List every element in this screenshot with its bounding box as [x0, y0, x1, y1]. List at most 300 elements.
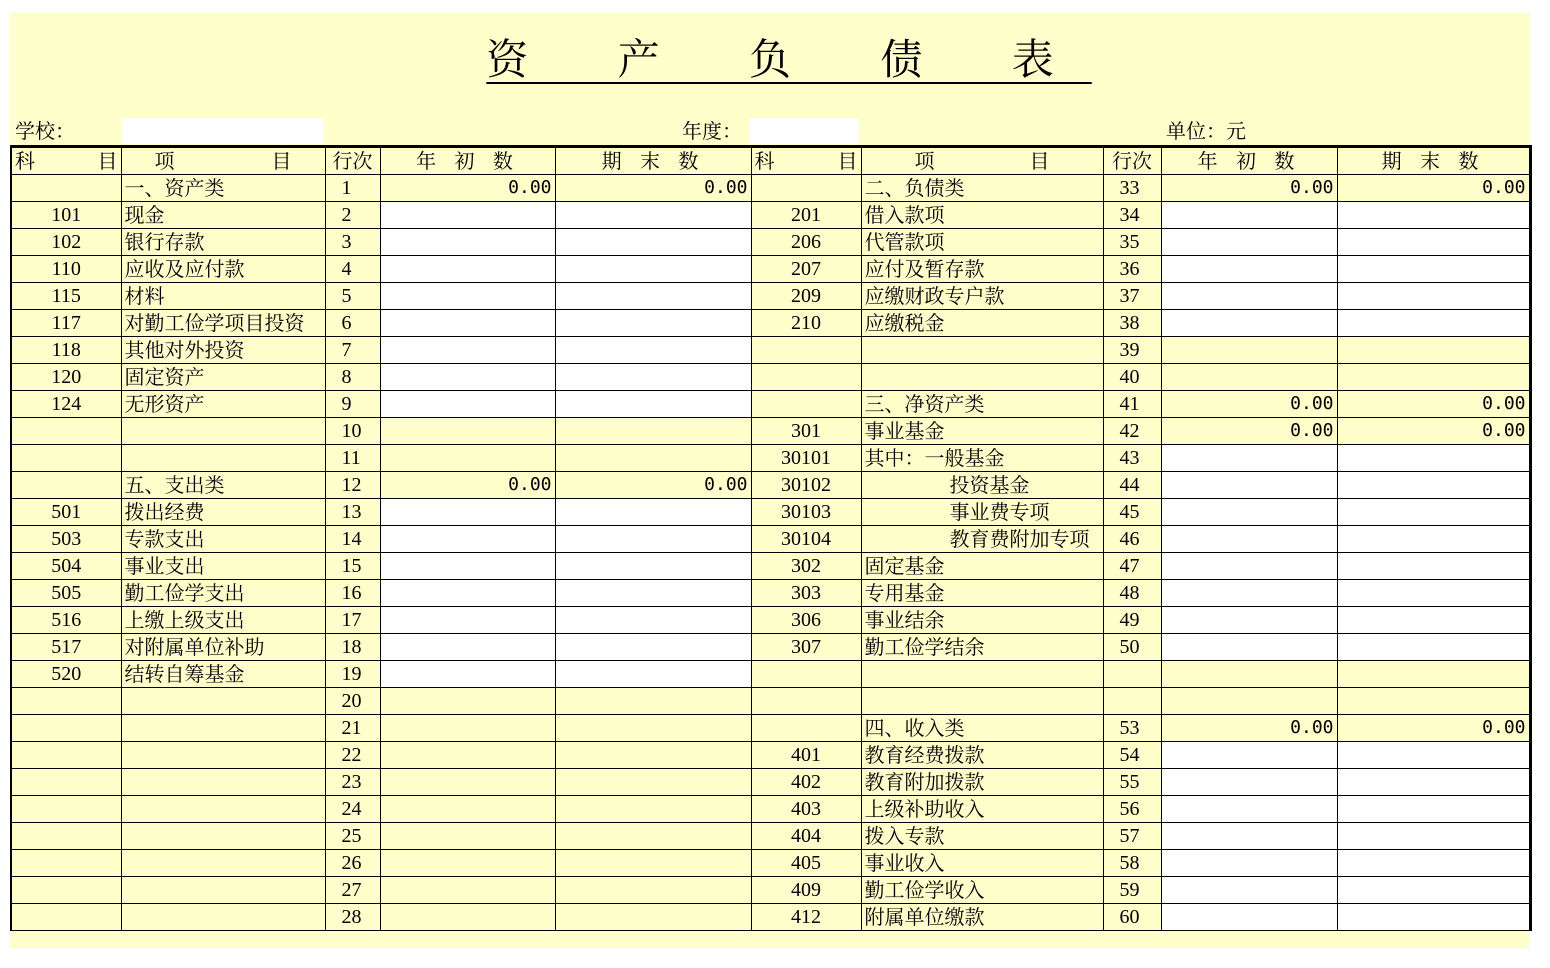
left-subject-code-cell: 118: [11, 337, 121, 364]
right-line-number-cell: 57: [1103, 823, 1161, 850]
left-begin-amount-cell[interactable]: [380, 742, 555, 769]
right-subject-code-cell: [751, 364, 861, 391]
table-row: [11, 688, 1530, 715]
table-row: [11, 850, 1530, 877]
left-line-number-cell: 12: [325, 472, 380, 499]
right-line-number-cell: 53: [1103, 715, 1161, 742]
right-end-amount-cell[interactable]: [1337, 445, 1530, 472]
left-item-name-cell: 一、资产类: [121, 175, 325, 202]
left-line-number-cell: 17: [325, 607, 380, 634]
right-end-amount-cell[interactable]: [1337, 553, 1530, 580]
right-end-amount-cell[interactable]: [1337, 850, 1530, 877]
right-begin-amount-cell[interactable]: [1161, 283, 1337, 310]
right-subject-code-cell: 401: [751, 742, 861, 769]
right-subject-code-cell: 409: [751, 877, 861, 904]
right-item-name-cell: 教育费附加专项: [861, 526, 1103, 553]
left-subject-code-cell: 102: [11, 229, 121, 256]
left-begin-amount-cell[interactable]: [380, 553, 555, 580]
right-line-number-cell: 40: [1103, 364, 1161, 391]
left-item-name-cell: [121, 688, 325, 715]
left-line-number-cell: 10: [325, 418, 380, 445]
table-row: [11, 337, 1530, 364]
right-line-number-cell: 56: [1103, 796, 1161, 823]
left-line-number-cell: 14: [325, 526, 380, 553]
right-end-amount-cell[interactable]: 0.00: [1337, 418, 1530, 445]
left-begin-amount-cell[interactable]: [380, 850, 555, 877]
table-row: [11, 553, 1530, 580]
header-begin-right: 年 初 数: [1161, 147, 1337, 175]
right-subject-code-cell: [751, 337, 861, 364]
right-begin-amount-cell[interactable]: 0.00: [1161, 715, 1337, 742]
left-begin-amount-cell[interactable]: [380, 283, 555, 310]
right-subject-code-cell: 403: [751, 796, 861, 823]
right-line-number-cell: 43: [1103, 445, 1161, 472]
right-subject-code-cell: [751, 688, 861, 715]
left-item-name-cell: 事业支出: [121, 553, 325, 580]
balance-sheet-table: [10, 145, 1532, 931]
left-line-number-cell: 20: [325, 688, 380, 715]
right-item-name-cell: 借入款项: [861, 202, 1103, 229]
left-begin-amount-cell[interactable]: [380, 202, 555, 229]
right-begin-amount-cell[interactable]: [1161, 526, 1337, 553]
left-end-amount-cell[interactable]: [555, 256, 751, 283]
left-item-name-cell: 五、支出类: [121, 472, 325, 499]
right-begin-amount-cell[interactable]: [1161, 904, 1337, 931]
right-begin-amount-cell[interactable]: [1161, 823, 1337, 850]
right-end-amount-cell[interactable]: 0.00: [1337, 715, 1530, 742]
right-begin-amount-cell[interactable]: [1161, 364, 1337, 391]
left-subject-code-cell: 516: [11, 607, 121, 634]
left-line-number-cell: 16: [325, 580, 380, 607]
left-begin-amount-cell[interactable]: [380, 823, 555, 850]
right-item-name-cell: [861, 661, 1103, 688]
left-item-name-cell: [121, 850, 325, 877]
left-item-name-cell: 对勤工俭学项目投资: [121, 310, 325, 337]
table-row: [11, 283, 1530, 310]
right-end-amount-cell[interactable]: [1337, 769, 1530, 796]
left-line-number-cell: 4: [325, 256, 380, 283]
left-subject-code-cell: [11, 823, 121, 850]
left-line-number-cell: 2: [325, 202, 380, 229]
right-line-number-cell: [1103, 688, 1161, 715]
left-line-number-cell: 13: [325, 499, 380, 526]
right-item-name-cell: 应缴财政专户款: [861, 283, 1103, 310]
right-line-number-cell: [1103, 661, 1161, 688]
right-item-name-cell: 事业结余: [861, 607, 1103, 634]
right-begin-amount-cell[interactable]: [1161, 850, 1337, 877]
right-begin-amount-cell[interactable]: [1161, 688, 1337, 715]
right-item-name-cell: 事业收入: [861, 850, 1103, 877]
right-subject-code-cell: [751, 175, 861, 202]
right-item-name-cell: 投资基金: [861, 472, 1103, 499]
left-begin-amount-cell[interactable]: [380, 607, 555, 634]
right-subject-code-cell: 412: [751, 904, 861, 931]
left-subject-code-cell: 110: [11, 256, 121, 283]
left-line-number-cell: 11: [325, 445, 380, 472]
right-item-name-cell: 应缴税金: [861, 310, 1103, 337]
left-line-number-cell: 3: [325, 229, 380, 256]
left-begin-amount-cell[interactable]: [380, 661, 555, 688]
left-subject-code-cell: 517: [11, 634, 121, 661]
right-begin-amount-cell[interactable]: [1161, 877, 1337, 904]
left-item-name-cell: [121, 715, 325, 742]
right-line-number-cell: 39: [1103, 337, 1161, 364]
right-begin-amount-cell[interactable]: [1161, 229, 1337, 256]
right-item-name-cell: 勤工俭学收入: [861, 877, 1103, 904]
left-end-amount-cell[interactable]: [555, 391, 751, 418]
left-subject-code-cell: 117: [11, 310, 121, 337]
table-row: [11, 634, 1530, 661]
right-line-number-cell: 49: [1103, 607, 1161, 634]
table-row: [11, 526, 1530, 553]
right-line-number-cell: 54: [1103, 742, 1161, 769]
left-begin-amount-cell[interactable]: 0.00: [380, 175, 555, 202]
table-header-row: [11, 147, 1530, 175]
left-line-number-cell: 7: [325, 337, 380, 364]
table-row: [11, 580, 1530, 607]
right-subject-code-cell: 30104: [751, 526, 861, 553]
left-line-number-cell: 9: [325, 391, 380, 418]
right-item-name-cell: 教育经费拨款: [861, 742, 1103, 769]
left-end-amount-cell[interactable]: [555, 769, 751, 796]
table-row: [11, 661, 1530, 688]
right-line-number-cell: 58: [1103, 850, 1161, 877]
left-subject-code-cell: 503: [11, 526, 121, 553]
table-row: [11, 256, 1530, 283]
left-begin-amount-cell[interactable]: [380, 229, 555, 256]
right-end-amount-cell[interactable]: [1337, 661, 1530, 688]
right-line-number-cell: 35: [1103, 229, 1161, 256]
right-begin-amount-cell[interactable]: [1161, 553, 1337, 580]
table-row: [11, 391, 1530, 418]
right-subject-code-cell: 30102: [751, 472, 861, 499]
left-line-number-cell: 15: [325, 553, 380, 580]
right-line-number-cell: 36: [1103, 256, 1161, 283]
right-end-amount-cell[interactable]: [1337, 580, 1530, 607]
right-end-amount-cell[interactable]: [1337, 472, 1530, 499]
left-begin-amount-cell[interactable]: [380, 877, 555, 904]
right-begin-amount-cell[interactable]: [1161, 499, 1337, 526]
left-begin-amount-cell[interactable]: [380, 337, 555, 364]
left-end-amount-cell[interactable]: [555, 580, 751, 607]
left-begin-amount-cell[interactable]: [380, 391, 555, 418]
left-item-name-cell: 无形资产: [121, 391, 325, 418]
left-line-number-cell: 28: [325, 904, 380, 931]
left-begin-amount-cell[interactable]: [380, 364, 555, 391]
right-end-amount-cell[interactable]: [1337, 337, 1530, 364]
right-subject-code-cell: [751, 661, 861, 688]
right-end-amount-cell[interactable]: [1337, 877, 1530, 904]
right-end-amount-cell[interactable]: [1337, 283, 1530, 310]
right-line-number-cell: 60: [1103, 904, 1161, 931]
left-begin-amount-cell[interactable]: [380, 526, 555, 553]
left-subject-code-cell: [11, 742, 121, 769]
table-row: [11, 715, 1530, 742]
left-end-amount-cell[interactable]: [555, 904, 751, 931]
right-begin-amount-cell[interactable]: [1161, 580, 1337, 607]
right-end-amount-cell[interactable]: [1337, 796, 1530, 823]
left-item-name-cell: 银行存款: [121, 229, 325, 256]
right-subject-code-cell: [751, 391, 861, 418]
left-begin-amount-cell[interactable]: [380, 796, 555, 823]
header-line-left: 行次: [325, 147, 380, 175]
left-end-amount-cell[interactable]: [555, 310, 751, 337]
right-item-name-cell: 拨入专款: [861, 823, 1103, 850]
right-begin-amount-cell[interactable]: 0.00: [1161, 175, 1337, 202]
right-subject-code-cell: 405: [751, 850, 861, 877]
year-label: 年度：: [682, 119, 742, 143]
right-item-name-cell: 勤工俭学结余: [861, 634, 1103, 661]
right-item-name-cell: 应付及暂存款: [861, 256, 1103, 283]
left-item-name-cell: 拨出经费: [121, 499, 325, 526]
left-subject-code-cell: [11, 850, 121, 877]
left-item-name-cell: 材料: [121, 283, 325, 310]
left-line-number-cell: 23: [325, 769, 380, 796]
table-row: [11, 418, 1530, 445]
right-line-number-cell: 38: [1103, 310, 1161, 337]
table-row: [11, 607, 1530, 634]
left-end-amount-cell[interactable]: 0.00: [555, 472, 751, 499]
right-begin-amount-cell[interactable]: [1161, 472, 1337, 499]
right-line-number-cell: 50: [1103, 634, 1161, 661]
right-begin-amount-cell[interactable]: [1161, 445, 1337, 472]
right-subject-code-cell: [751, 715, 861, 742]
header-begin-left: 年 初 数: [380, 147, 555, 175]
left-line-number-cell: 22: [325, 742, 380, 769]
right-subject-code-cell: 30101: [751, 445, 861, 472]
left-item-name-cell: 其他对外投资: [121, 337, 325, 364]
table-row: [11, 175, 1530, 202]
table-row: [11, 769, 1530, 796]
header-end-right: 期 末 数: [1337, 147, 1530, 175]
right-begin-amount-cell[interactable]: [1161, 661, 1337, 688]
right-item-name-cell: 上级补助收入: [861, 796, 1103, 823]
left-subject-code-cell: 501: [11, 499, 121, 526]
right-end-amount-cell[interactable]: [1337, 742, 1530, 769]
left-end-amount-cell[interactable]: [555, 661, 751, 688]
right-begin-amount-cell[interactable]: 0.00: [1161, 418, 1337, 445]
left-end-amount-cell[interactable]: 0.00: [555, 175, 751, 202]
left-subject-code-cell: 520: [11, 661, 121, 688]
left-item-name-cell: [121, 796, 325, 823]
left-subject-code-cell: 101: [11, 202, 121, 229]
left-subject-code-cell: [11, 877, 121, 904]
table-row: [11, 796, 1530, 823]
table-row: [11, 877, 1530, 904]
school-label: 学校：: [15, 119, 75, 143]
left-end-amount-cell[interactable]: [555, 283, 751, 310]
left-begin-amount-cell[interactable]: [380, 580, 555, 607]
year-input-cell[interactable]: [749, 118, 859, 144]
left-end-amount-cell[interactable]: [555, 688, 751, 715]
left-item-name-cell: 上缴上级支出: [121, 607, 325, 634]
header-subject-left: 科 目: [11, 147, 121, 175]
right-begin-amount-cell[interactable]: [1161, 796, 1337, 823]
unit-label: 单位：元: [1166, 119, 1246, 143]
left-end-amount-cell[interactable]: [555, 823, 751, 850]
left-item-name-cell: 专款支出: [121, 526, 325, 553]
right-end-amount-cell[interactable]: [1337, 202, 1530, 229]
right-item-name-cell: 教育附加拨款: [861, 769, 1103, 796]
right-end-amount-cell[interactable]: [1337, 256, 1530, 283]
left-end-amount-cell[interactable]: [555, 445, 751, 472]
left-item-name-cell: [121, 418, 325, 445]
left-subject-code-cell: 115: [11, 283, 121, 310]
left-begin-amount-cell[interactable]: [380, 499, 555, 526]
left-line-number-cell: 18: [325, 634, 380, 661]
left-item-name-cell: [121, 742, 325, 769]
right-begin-amount-cell[interactable]: [1161, 202, 1337, 229]
right-item-name-cell: 二、负债类: [861, 175, 1103, 202]
left-end-amount-cell[interactable]: [555, 715, 751, 742]
right-begin-amount-cell[interactable]: [1161, 310, 1337, 337]
left-subject-code-cell: [11, 445, 121, 472]
table-row: [11, 904, 1530, 931]
header-item-left: 项 目: [121, 147, 325, 175]
right-line-number-cell: 48: [1103, 580, 1161, 607]
left-end-amount-cell[interactable]: [555, 634, 751, 661]
left-item-name-cell: [121, 445, 325, 472]
right-item-name-cell: 事业基金: [861, 418, 1103, 445]
left-end-amount-cell[interactable]: [555, 418, 751, 445]
right-end-amount-cell[interactable]: [1337, 904, 1530, 931]
left-line-number-cell: 5: [325, 283, 380, 310]
right-end-amount-cell[interactable]: [1337, 526, 1530, 553]
right-subject-code-cell: 209: [751, 283, 861, 310]
right-begin-amount-cell[interactable]: [1161, 769, 1337, 796]
right-begin-amount-cell[interactable]: [1161, 742, 1337, 769]
left-begin-amount-cell[interactable]: [380, 256, 555, 283]
left-begin-amount-cell[interactable]: [380, 310, 555, 337]
left-item-name-cell: [121, 877, 325, 904]
left-line-number-cell: 27: [325, 877, 380, 904]
left-end-amount-cell[interactable]: [555, 607, 751, 634]
table-row: [11, 445, 1530, 472]
left-end-amount-cell[interactable]: [555, 850, 751, 877]
right-subject-code-cell: 301: [751, 418, 861, 445]
left-end-amount-cell[interactable]: [555, 499, 751, 526]
right-line-number-cell: 59: [1103, 877, 1161, 904]
right-end-amount-cell[interactable]: [1337, 688, 1530, 715]
table-row: [11, 364, 1530, 391]
left-begin-amount-cell[interactable]: [380, 634, 555, 661]
right-item-name-cell: 代管款项: [861, 229, 1103, 256]
left-end-amount-cell[interactable]: [555, 364, 751, 391]
right-line-number-cell: 34: [1103, 202, 1161, 229]
table-row: [11, 499, 1530, 526]
right-end-amount-cell[interactable]: [1337, 607, 1530, 634]
header-end-left: 期 末 数: [555, 147, 751, 175]
right-line-number-cell: 33: [1103, 175, 1161, 202]
left-end-amount-cell[interactable]: [555, 877, 751, 904]
right-end-amount-cell[interactable]: [1337, 310, 1530, 337]
right-subject-code-cell: 306: [751, 607, 861, 634]
school-input-cell[interactable]: [121, 118, 324, 144]
left-end-amount-cell[interactable]: [555, 229, 751, 256]
right-subject-code-cell: 307: [751, 634, 861, 661]
right-item-name-cell: [861, 688, 1103, 715]
right-end-amount-cell[interactable]: [1337, 823, 1530, 850]
left-subject-code-cell: [11, 715, 121, 742]
left-begin-amount-cell[interactable]: 0.00: [380, 472, 555, 499]
left-begin-amount-cell[interactable]: [380, 445, 555, 472]
right-subject-code-cell: 302: [751, 553, 861, 580]
right-line-number-cell: 42: [1103, 418, 1161, 445]
left-end-amount-cell[interactable]: [555, 553, 751, 580]
right-end-amount-cell[interactable]: 0.00: [1337, 391, 1530, 418]
left-begin-amount-cell[interactable]: [380, 769, 555, 796]
left-subject-code-cell: 120: [11, 364, 121, 391]
right-subject-code-cell: 30103: [751, 499, 861, 526]
right-begin-amount-cell[interactable]: [1161, 607, 1337, 634]
left-subject-code-cell: [11, 904, 121, 931]
right-begin-amount-cell[interactable]: 0.00: [1161, 391, 1337, 418]
left-subject-code-cell: [11, 769, 121, 796]
left-subject-code-cell: [11, 796, 121, 823]
left-end-amount-cell[interactable]: [555, 202, 751, 229]
table-row: [11, 229, 1530, 256]
left-item-name-cell: 对附属单位补助: [121, 634, 325, 661]
left-begin-amount-cell[interactable]: [380, 688, 555, 715]
left-begin-amount-cell[interactable]: [380, 418, 555, 445]
right-begin-amount-cell[interactable]: [1161, 634, 1337, 661]
right-subject-code-cell: 206: [751, 229, 861, 256]
right-subject-code-cell: 303: [751, 580, 861, 607]
right-begin-amount-cell[interactable]: [1161, 256, 1337, 283]
right-end-amount-cell[interactable]: 0.00: [1337, 175, 1530, 202]
left-subject-code-cell: [11, 472, 121, 499]
right-item-name-cell: 事业费专项: [861, 499, 1103, 526]
left-item-name-cell: [121, 823, 325, 850]
right-end-amount-cell[interactable]: [1337, 364, 1530, 391]
right-line-number-cell: 55: [1103, 769, 1161, 796]
left-subject-code-cell: 124: [11, 391, 121, 418]
left-end-amount-cell[interactable]: [555, 337, 751, 364]
table-row: [11, 472, 1530, 499]
right-end-amount-cell[interactable]: [1337, 229, 1530, 256]
left-item-name-cell: [121, 769, 325, 796]
left-line-number-cell: 6: [325, 310, 380, 337]
right-subject-code-cell: 210: [751, 310, 861, 337]
left-line-number-cell: 1: [325, 175, 380, 202]
left-begin-amount-cell[interactable]: [380, 715, 555, 742]
right-subject-code-cell: 404: [751, 823, 861, 850]
table-row: [11, 202, 1530, 229]
left-subject-code-cell: 504: [11, 553, 121, 580]
left-subject-code-cell: [11, 418, 121, 445]
left-line-number-cell: 21: [325, 715, 380, 742]
left-line-number-cell: 19: [325, 661, 380, 688]
left-end-amount-cell[interactable]: [555, 742, 751, 769]
right-item-name-cell: [861, 337, 1103, 364]
header-item-right: 项 目: [861, 147, 1103, 175]
left-item-name-cell: 现金: [121, 202, 325, 229]
left-end-amount-cell[interactable]: [555, 796, 751, 823]
right-end-amount-cell[interactable]: [1337, 634, 1530, 661]
table-row: [11, 310, 1530, 337]
right-end-amount-cell[interactable]: [1337, 499, 1530, 526]
left-line-number-cell: 25: [325, 823, 380, 850]
right-line-number-cell: 47: [1103, 553, 1161, 580]
left-subject-code-cell: [11, 688, 121, 715]
left-end-amount-cell[interactable]: [555, 526, 751, 553]
left-line-number-cell: 26: [325, 850, 380, 877]
header-subject-right: 科 目: [751, 147, 861, 175]
left-begin-amount-cell[interactable]: [380, 904, 555, 931]
right-subject-code-cell: 201: [751, 202, 861, 229]
right-subject-code-cell: 207: [751, 256, 861, 283]
right-begin-amount-cell[interactable]: [1161, 337, 1337, 364]
